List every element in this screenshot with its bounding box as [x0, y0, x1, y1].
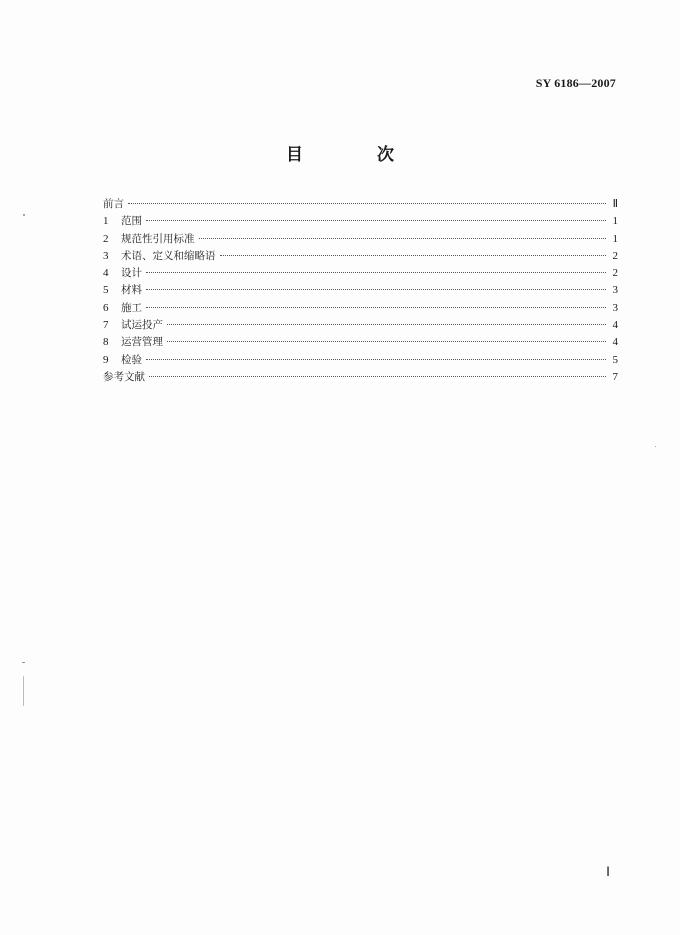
toc-entry-page: 7 [612, 370, 618, 383]
dot-leader [167, 341, 606, 342]
scan-speck [22, 662, 25, 663]
toc-entry-label: 材料 [121, 284, 142, 297]
toc-entry-construction[interactable] [103, 300, 618, 317]
toc-entry-label: 参考文献 [103, 370, 145, 383]
dot-leader [146, 359, 606, 360]
toc-entry-page: 3 [612, 284, 618, 297]
toc-entry-scope[interactable] [103, 213, 618, 230]
toc-entry-label: 前言 [103, 198, 124, 210]
scan-speck [23, 676, 24, 706]
table-of-contents [103, 196, 618, 386]
toc-entry-label: 检验 [121, 353, 142, 366]
toc-entry-design[interactable] [103, 265, 618, 282]
toc-entry-number: 4 [103, 267, 109, 280]
scan-speck [655, 446, 656, 447]
standard-code: SY 6186—2007 [535, 76, 616, 90]
page-number: Ⅰ [606, 864, 610, 879]
toc-entry-page: 2 [612, 267, 618, 280]
toc-entry-number: 9 [103, 353, 109, 366]
toc-entry-page: 2 [612, 249, 618, 262]
dot-leader [146, 220, 606, 221]
toc-entry-operation-management[interactable] [103, 334, 618, 351]
toc-entry-number: 5 [103, 284, 109, 297]
toc-entry-page: 4 [612, 319, 618, 332]
toc-entry-number: 8 [103, 336, 109, 349]
toc-entry-label: 规范性引用标准 [121, 232, 195, 245]
dot-leader [146, 272, 606, 273]
toc-entry-bibliography[interactable] [103, 369, 618, 386]
toc-entry-page: Ⅱ [612, 198, 618, 210]
toc-entry-label: 施工 [121, 301, 142, 314]
dot-leader [199, 238, 607, 239]
toc-entry-preface[interactable] [103, 196, 618, 213]
dot-leader [167, 324, 606, 325]
dot-leader [128, 203, 606, 204]
toc-entry-number: 1 [103, 215, 109, 228]
toc-entry-label: 范围 [121, 215, 142, 228]
toc-entry-label: 术语、定义和缩略语 [121, 249, 216, 262]
toc-entry-normative-references[interactable] [103, 231, 618, 248]
dot-leader [146, 289, 606, 290]
toc-entry-number: 2 [103, 232, 109, 245]
toc-entry-label: 试运投产 [121, 319, 163, 332]
dot-leader [149, 376, 606, 377]
toc-entry-page: 3 [612, 301, 618, 314]
toc-entry-number: 3 [103, 249, 109, 262]
toc-entry-page: 1 [612, 215, 618, 228]
toc-entry-page: 4 [612, 336, 618, 349]
toc-title: 目 次 [286, 145, 428, 165]
toc-entry-label: 设计 [121, 267, 142, 280]
scan-speck [23, 214, 25, 216]
toc-entry-inspection[interactable] [103, 352, 618, 369]
dot-leader [146, 307, 606, 308]
toc-entry-commissioning[interactable] [103, 317, 618, 334]
toc-entry-page: 5 [612, 353, 618, 366]
toc-entry-page: 1 [612, 232, 618, 245]
dot-leader [220, 255, 607, 256]
toc-entry-materials[interactable] [103, 282, 618, 299]
toc-entry-number: 7 [103, 319, 109, 332]
toc-entry-label: 运营管理 [121, 336, 163, 349]
toc-entry-number: 6 [103, 301, 109, 314]
toc-entry-terms[interactable] [103, 248, 618, 265]
